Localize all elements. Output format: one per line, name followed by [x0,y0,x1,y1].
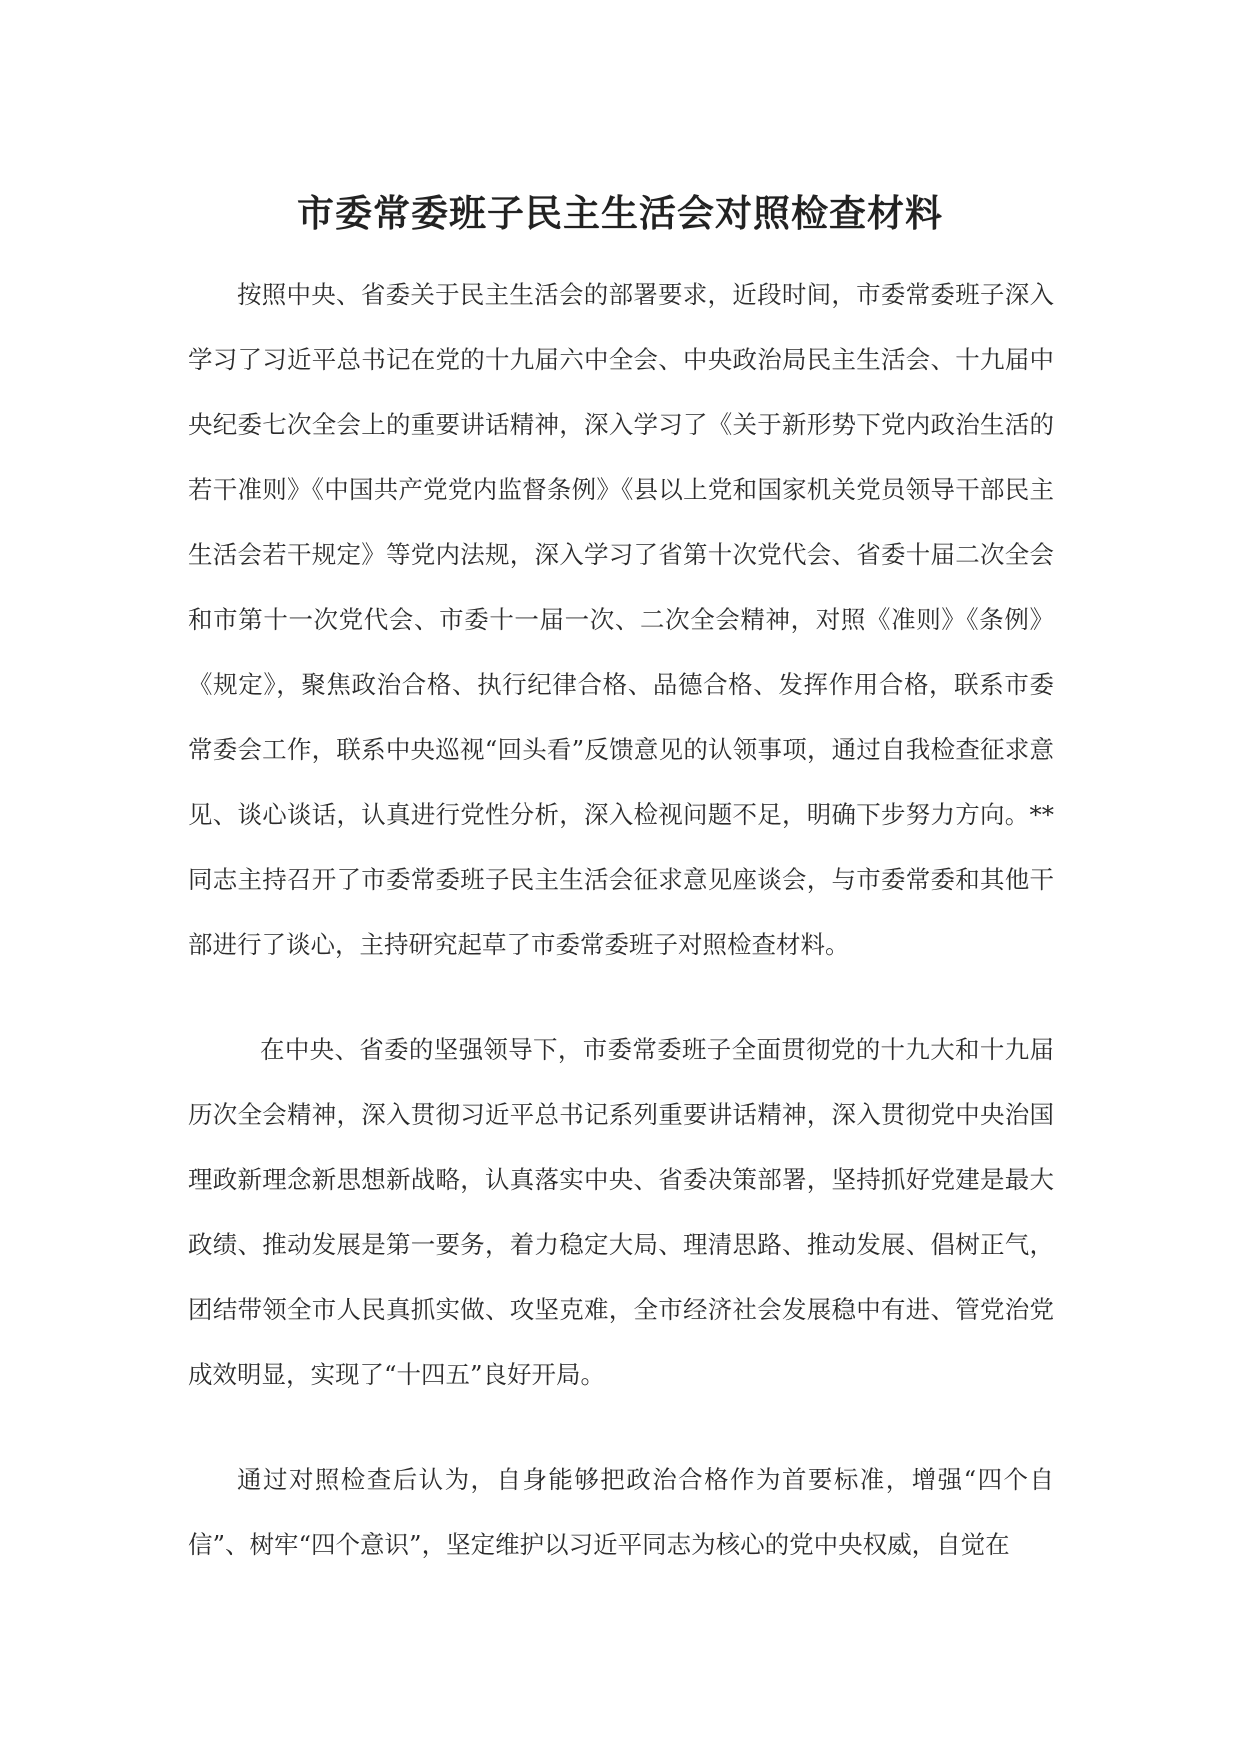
paragraph-intro: 按照中央、省委关于民主生活会的部署要求，近段时间，市委常委班子深入学习了习近平总书记在党的十九届六中全会、中央政治局民主生活会、十九届中央纪委七次全会上的重要讲话精神，深入学习了《关于新形势下党内政治生活的若干准则》《中国共产党党内监督条例》《县以上党和国家机关党员领导干部民主生活会若干规定》等党内法规，深入学习了省第十次党代会、省委十届二次全会和市第十一次党代会、市委十一届一次、二次全会精神，对照《准则》《条例》《规定》，聚焦政治合格、执行纪律合格、品德合格、发挥作用合格，联系市委常委会工作，联系中央巡视“回头看”反馈意见的认领事项，通过自我检查征求意见、谈心谈话，认真进行党性分析，深入检视问题不足，明确下步努力方向。**同志主持召开了市委常委班子民主生活会征求意见座谈会，与市委常委和其他干部进行了谈心，主持研究起草了市委常委班子对照检查材料。 [188,280,1054,959]
paragraph-leadership: 在中央、省委的坚强领导下，市委常委班子全面贯彻党的十九大和十九届历次全会精神，深入贯彻习近平总书记系列重要讲话精神，深入贯彻党中央治国理政新理念新思想新战略，认真落实中央、省委决策部署，坚持抓好党建是最大政绩、推动发展是第一要务，着力稳定大局、理清思路、推动发展、倡树正气，团结带领全市人民真抓实做、攻坚克难，全市经济社会发展稳中有进、管党治党成效明显，实现了“十四五”良好开局。 [188,1035,1054,1389]
document-body [188,262,1054,1577]
page-title: 市委常委班子民主生活会对照检查材料 [297,191,943,235]
paragraph-self-check: 通过对照检查后认为，自身能够把政治合格作为首要标准，增强“四个自信”、树牢“四个意识”，坚定维护以习近平同志为核心的党中央权威，自觉在 [188,1465,1054,1559]
